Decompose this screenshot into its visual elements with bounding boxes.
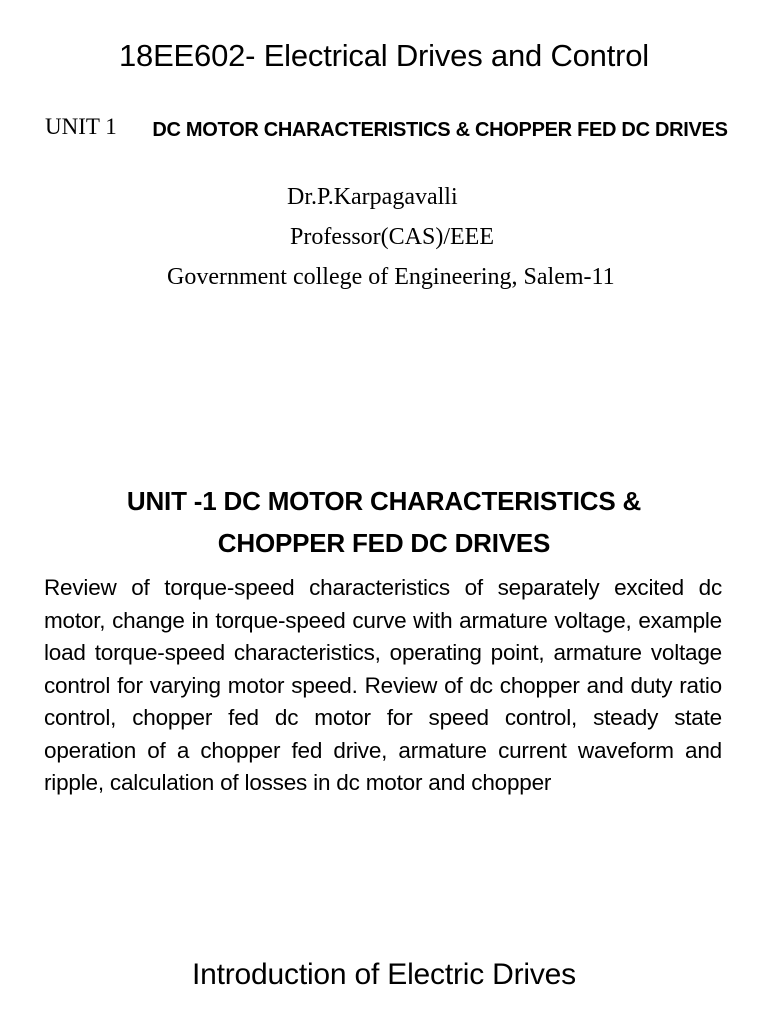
unit-label: UNIT 1 [45, 114, 117, 139]
author-designation: Professor(CAS)/EEE [290, 224, 494, 250]
course-title: 18EE602- Electrical Drives and Control [119, 38, 649, 73]
author-name: Dr.P.Karpagavalli [287, 184, 458, 210]
next-slide-title: Introduction of Electric Drives [192, 958, 576, 991]
author-institution: Government college of Engineering, Salem-11 [167, 264, 615, 290]
syllabus-body: Review of torque-speed characteristics of separately excited dc motor, change in torque-speed curve with armature voltage, example load torque-speed characteristics, operating point, armature voltage control for varying motor speed. Review of dc chopper and duty ratio control, chopper fed dc motor for speed control, steady state operation of a chopper fed drive, armature current waveform and ripple, calculation of losses in dc motor and chopper [44, 575, 722, 795]
unit-title: DC MOTOR CHARACTERISTICS & CHOPPER FED DC DRIVES [152, 119, 728, 141]
syllabus-heading: UNIT -1 DC MOTOR CHARACTERISTICS & CHOPPER FED DC DRIVES [126, 486, 642, 558]
